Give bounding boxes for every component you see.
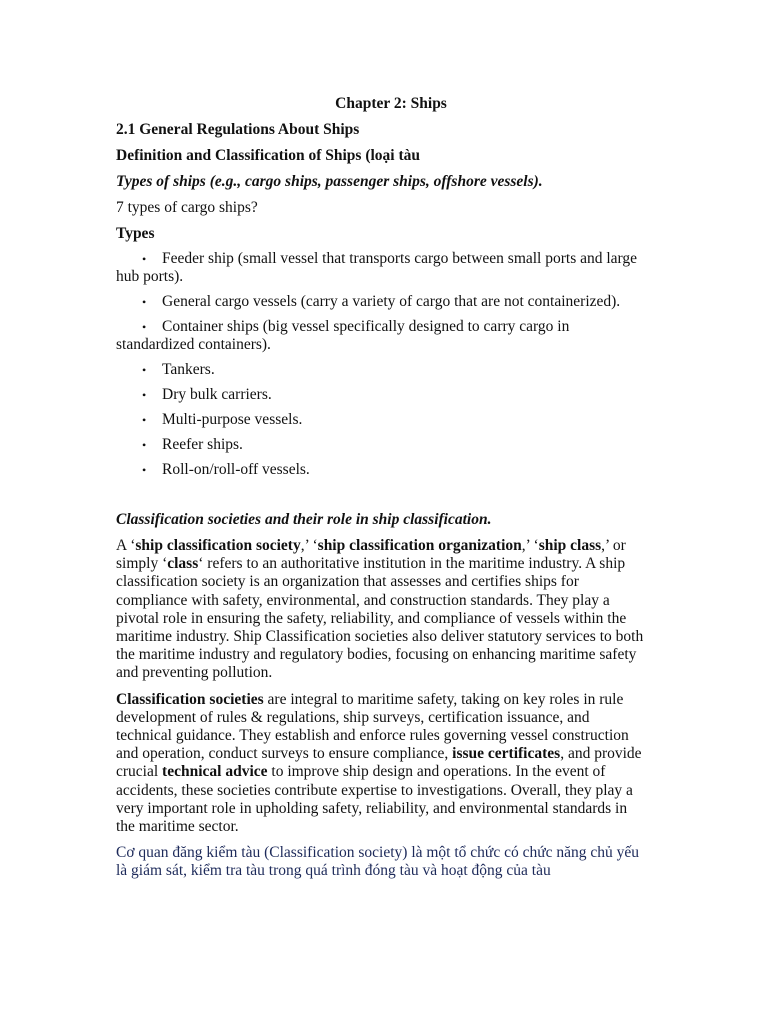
cargo-ships-question: 7 types of cargo ships? <box>116 199 258 216</box>
list-item: • General cargo vessels (carry a variety of cargo that are not containerized). <box>142 293 621 310</box>
list-item-text: Container ships (big vessel specifically designed to carry cargo in standardized containers). <box>116 318 570 353</box>
list-item: • Feeder ship (small vessel that transports cargo between small ports and large hub ports). <box>116 250 638 285</box>
list-item: • Multi-purpose vessels. <box>142 411 303 428</box>
classification-society-link[interactable]: Classification society <box>269 844 403 862</box>
text-run: ,’ ‘ <box>521 537 539 554</box>
classification-paragraph-2 <box>116 691 646 837</box>
text-run: are integral to maritime safety, taking on key roles in rule development of rules & regulations, ship surveys, certification issuance, and technical guidance. They establish and enforce rules governing vessel construction and operation, conduct surveys to ensure compliance, <box>116 690 629 763</box>
list-item-text: Feeder ship (small vessel that transports cargo between small ports and large hub ports). <box>116 250 638 285</box>
bold-term: ship classification organization <box>317 537 522 554</box>
types-heading: Types <box>116 225 155 242</box>
section-heading: 2.1 General Regulations About Ships <box>116 121 360 138</box>
types-of-ships-line: Types of ships (e.g., cargo ships, passenger ships, offshore vessels). <box>116 173 543 190</box>
classification-heading: Classification societies and their role in ship classification. <box>116 511 492 528</box>
list-item: • Reefer ships. <box>142 436 243 453</box>
list-item-text: General cargo vessels (carry a variety of cargo that are not containerized). <box>162 293 621 310</box>
bold-term: ship classification society <box>135 537 301 554</box>
vietnamese-paragraph <box>116 844 646 880</box>
text-run: ,’ or simply ‘ <box>116 537 626 573</box>
chapter-title: Chapter 2: Ships <box>335 95 447 112</box>
bold-term: technical advice <box>162 763 268 781</box>
list-item-text: Multi-purpose vessels. <box>162 411 303 428</box>
text-run: ) là một tổ chức có chức năng chủ yếu là giám sát, kiểm tra tàu trong quá trình đóng tàu và hoạt động của tàu <box>116 844 640 880</box>
section-spacer <box>116 486 646 511</box>
bold-term: class <box>167 555 199 573</box>
page-content <box>116 95 646 889</box>
bold-term: issue certificates <box>452 745 561 763</box>
bold-term: Classification societies <box>116 690 264 708</box>
list-item: • Roll-on/roll-off vessels. <box>142 461 310 478</box>
bold-term: ship class <box>538 537 602 554</box>
list-item: • Container ships (big vessel specifically designed to carry cargo in standardized containers). <box>116 318 570 353</box>
text-run: A ‘ <box>116 537 136 554</box>
list-item: • Dry bulk carriers. <box>142 386 272 403</box>
ship-types-list <box>116 250 646 479</box>
text-run: , and provide crucial <box>116 745 642 781</box>
text-run: ,’ ‘ <box>300 537 318 554</box>
text-run: ‘ refers to an authoritative institution in the maritime industry. A ship classification society is an organization that assesses and certifies ships for compliance with safety, environmental, and construction standards. They play a pivotal role in ensuring the safety, reliability, and compliance of vessels within the maritime industry. Ship Classification societies also deliver statutory services to both the maritime industry and regulatory bodies, focusing on enhancing maritime safety and preventing pollution. <box>116 555 644 682</box>
list-item-text: Reefer ships. <box>162 436 243 453</box>
classification-paragraph-1 <box>116 537 646 683</box>
list-item-text: Roll-on/roll-off vessels. <box>162 461 310 478</box>
section-subheading: Definition and Classification of Ships (loại tàu <box>116 147 421 164</box>
list-item: • Tankers. <box>142 361 215 378</box>
list-item-text: Dry bulk carriers. <box>162 386 272 403</box>
text-run: Cơ quan đăng kiểm tàu ( <box>116 844 270 862</box>
text-run: to improve ship design and operations. In the event of accidents, these societies contribute expertise to investigations. Overall, they play a very important role in upholding safety, reliability, and environmental standards in the maritime sector. <box>116 763 633 836</box>
list-item-text: Tankers. <box>162 361 215 378</box>
